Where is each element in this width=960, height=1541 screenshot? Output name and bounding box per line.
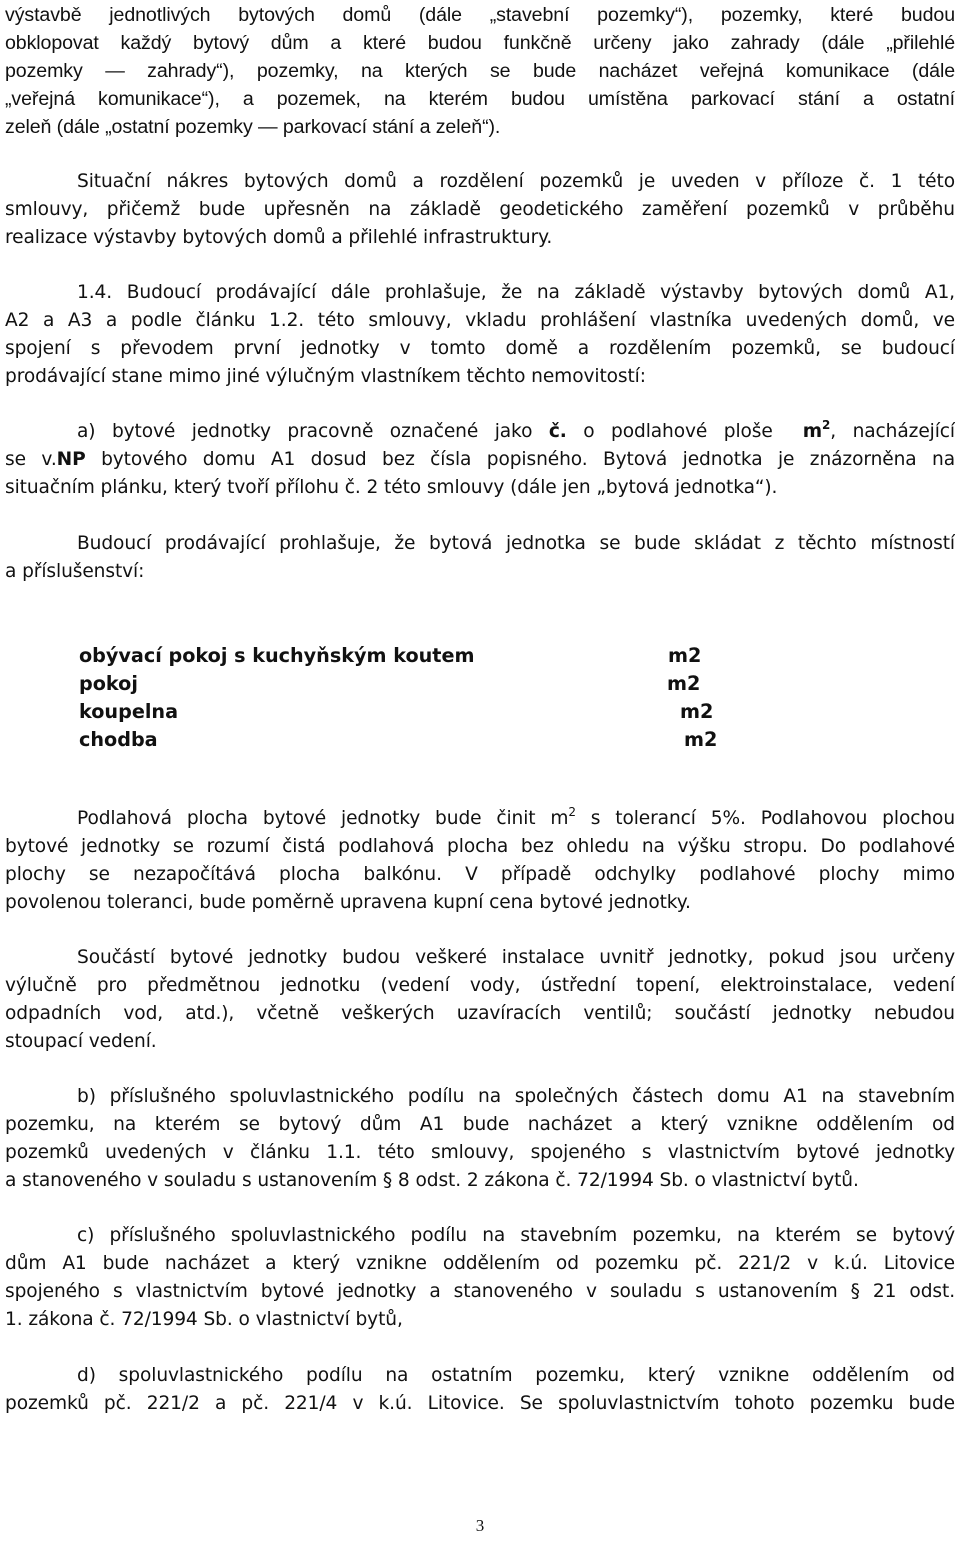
room-row [79,670,779,698]
section-1-4-paragraph [5,279,955,391]
text-line: zeleň (dále „ostatní pozemky — parkovací stání a zeleň“). [5,116,501,138]
text-line [5,530,955,558]
text-line: pozemky — zahrady“), pozemky, na kterých se bude nacházet veřejná komunikace (dále [5,60,955,82]
text-line: stoupací vedení. [5,1031,157,1052]
text-line: „veřejná komunikace“), a pozemek, na kterém budou umístěna parkovací stání a ostatní [5,88,955,110]
text-line [5,446,955,474]
text-line-content: s tolerancí 5%. Podlahovou plochou [575,808,955,829]
text-line: výlučně pro předmětnou jednotku (vedení vody, ústřední topení, elektroinstalace, vedení [5,975,955,996]
room-row [79,698,779,726]
item-a-text: a) bytové jednotky pracovně označené jako [77,421,549,442]
item-a-text: se v. [5,449,57,470]
item-a-paragraph [5,418,955,502]
text-line [5,1362,955,1390]
text-line: a příslušenství: [5,561,145,582]
text-line [5,1083,955,1111]
room-name: chodba [79,728,158,751]
item-a-np-label: NP [56,449,86,470]
text-line: prodávající stane mimo jiné výlučným vlastníkem těchto nemovitostí: [5,366,646,387]
room-name: pokoj [79,672,138,695]
text-line: pozemků pč. 221/2 a pč. 221/4 v k.ú. Litovice. Se spoluvlastnictvím tohoto pozemku bude [5,1393,955,1414]
item-c-paragraph [5,1222,955,1334]
text-line [5,418,955,446]
installations-paragraph [5,944,955,1056]
text-line [5,168,955,196]
text-line: pozemku, na kterém se bytový dům A1 bude nacházet a který vznikne oddělením od [5,1114,955,1135]
area-exp: 2 [568,805,576,819]
room-unit: m2 [667,672,701,695]
text-line: realizace výstavby bytových domů a přilehlé infrastruktury. [5,227,553,248]
text-line-content: Situační nákres bytových domů a rozdělení pozemků je uveden v příloze č. 1 této [77,171,955,192]
text-line: dům A1 bude nacházet a který vznikne oddělením od pozemku pč. 221/2 v k.ú. Litovice [5,1253,955,1274]
text-line: pozemků uvedených v článku 1.1. této smlouvy, spojeného s vlastnictvím bytové jednotky [5,1142,955,1163]
text-line: 1. zákona č. 72/1994 Sb. o vlastnictví bytů, [5,1309,403,1330]
item-a-m-label: m [802,421,823,442]
item-a-text: o podlahové ploše [566,421,773,442]
page-number: 3 [475,1516,485,1535]
text-line: obklopovat každý bytový dům a které budou funkčně určeny jako zahrady (dále „přilehlé [5,32,955,54]
text-line-content: d) spoluvlastnického podílu na ostatním pozemku, který vznikne oddělením od [77,1365,955,1386]
room-row [79,726,779,754]
text-line-content: Podlahová plocha bytové jednotky bude činit m [77,808,569,829]
room-unit: m2 [684,728,718,751]
floor-area-paragraph [5,805,955,917]
text-line: spojeného s vlastnictvím bytové jednotky a stanoveného v souladu s ustanovením § 21 odst. [5,1281,955,1302]
text-line [5,1222,955,1250]
rooms-intro-paragraph [5,530,955,586]
text-line-content: 1.4. Budoucí prodávající dále prohlašuje, že na základě výstavby bytových domů A1, [77,282,955,303]
text-line: a stanoveného v souladu s ustanovením § 8 odst. 2 zákona č. 72/1994 Sb. o vlastnictví bytů. [5,1170,859,1191]
text-line: povolenou toleranci, bude poměrně upravena kupní cena bytové jednotky. [5,892,691,913]
text-line: smlouvy, přičemž bude upřesněn na základě geodetického zaměření pozemků v průběhu [5,199,955,220]
room-name: koupelna [79,700,179,723]
text-line-content: Budoucí prodávající prohlašuje, že bytová jednotka se bude skládat z těchto místností [77,533,955,554]
room-unit: m2 [680,700,714,723]
text-line: situačním plánku, který tvoří přílohu č. 2 této smlouvy (dále jen „bytová jednotka“). [5,477,778,498]
item-b-paragraph [5,1083,955,1195]
item-a-c-label: č. [548,421,567,442]
rooms-list [79,642,779,754]
room-row [79,642,779,670]
item-a-m-exp: 2 [822,418,831,432]
room-unit: m2 [668,644,702,667]
item-a-text: , nacházející [830,421,955,442]
item-a-text: bytového domu A1 dosud bez čísla popisného. Bytová jednotka je znázorněna na [85,449,955,470]
situation-paragraph [5,168,955,252]
text-line: odpadních vod, atd.), včetně veškerých uzavíracích ventilů; součástí jednotky nebudou [5,1003,955,1024]
text-line [5,805,955,833]
text-line-content: Součástí bytové jednotky budou veškeré instalace uvnitř jednotky, pokud jsou určeny [77,947,955,968]
text-line: plochy se nezapočítává plocha balkónu. V případě odchylky podlahové plochy mimo [5,864,955,885]
text-line-content: b) příslušného spoluvlastnického podílu na společných částech domu A1 na stavebním [77,1086,955,1107]
text-line [5,944,955,972]
text-line: A2 a A3 a podle článku 1.2. této smlouvy, vkladu prohlášení vlastníka uvedených domů, ve [5,310,955,331]
text-line: bytové jednotky se rozumí čistá podlahová plocha bez ohledu na výšku stropu. Do podlahové [5,836,955,857]
item-d-paragraph [5,1362,955,1418]
text-line-content: c) příslušného spoluvlastnického podílu na stavebním pozemku, na kterém se bytový [77,1225,955,1246]
intro-paragraph [5,1,955,141]
text-line: spojení s převodem první jednotky v tomto domě a rozdělením pozemků, se budoucí [5,338,955,359]
text-line [5,279,955,307]
room-name: obývací pokoj s kuchyňským koutem [79,644,475,667]
text-line: výstavbě jednotlivých bytových domů (dále „stavební pozemky“), pozemky, které budou [5,4,955,26]
